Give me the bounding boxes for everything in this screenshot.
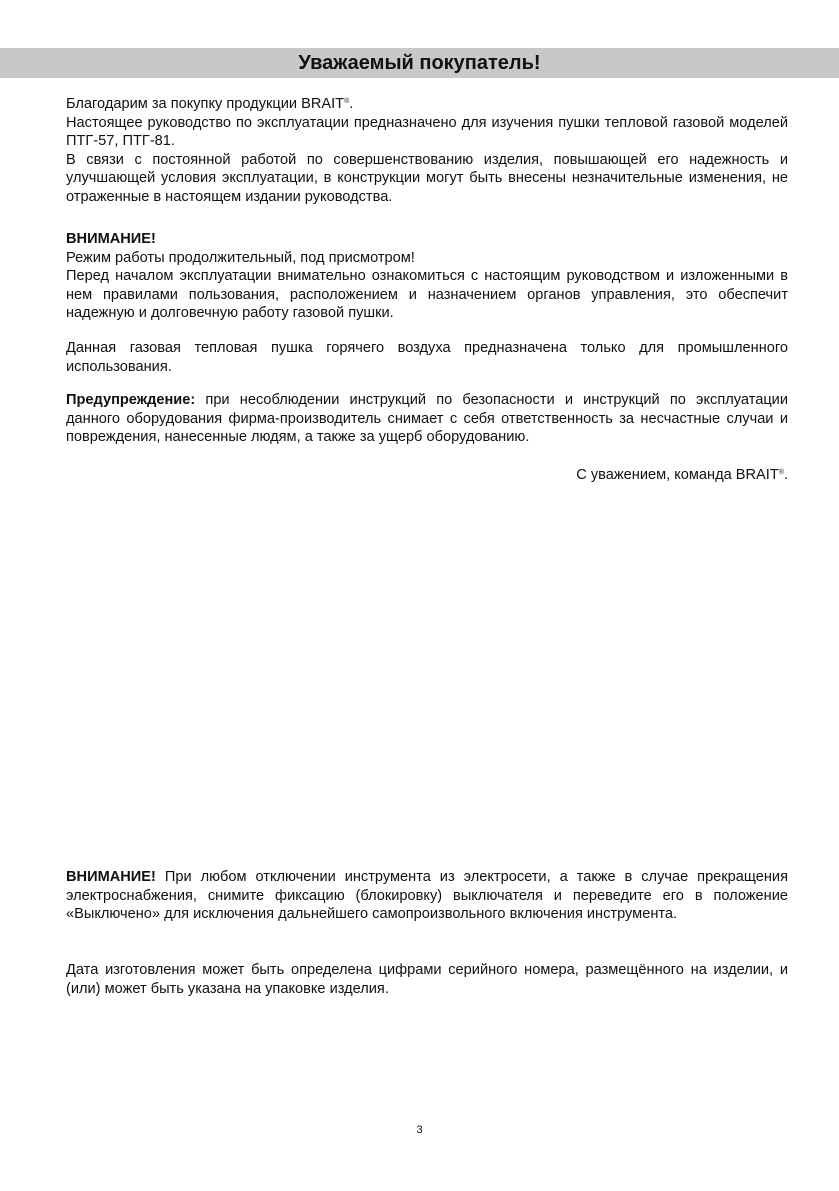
purpose-paragraph: Данная газовая тепловая пушка горячего воздуха предназначена только для промышленного использования. xyxy=(66,340,788,375)
signature-section xyxy=(66,466,788,485)
familiarize-paragraph: Перед началом эксплуатации внимательно ознакомиться с настоящим руководством и изложенными в нем правилами пользования, расположением и назначением органов управления, это обеспечит надежную и долговечную работу газовой пушки. xyxy=(66,268,788,322)
warning-label: Предупреждение: xyxy=(66,392,196,408)
warning-paragraph xyxy=(66,391,788,447)
manual-purpose-paragraph: Настоящее руководство по эксплуатации предназначено для изучения пушки тепловой газовой моделей ПТГ-57, ПТГ-81. xyxy=(66,114,788,150)
power-notice-label: ВНИМАНИЕ! xyxy=(66,869,156,885)
operating-mode-text: Режим работы продолжительный, под присмотром! xyxy=(66,249,415,266)
attention-section xyxy=(66,230,788,323)
purpose-section xyxy=(66,339,788,376)
intro-section xyxy=(66,95,788,207)
page-number: 3 xyxy=(416,1124,423,1136)
signature-end: . xyxy=(783,467,788,483)
signature-line xyxy=(66,466,788,485)
signature-registered-mark: ® xyxy=(778,469,784,476)
thanks-text: Благодарим за покупку продукции BRAIT xyxy=(66,96,345,112)
signature-text: С уважением, команда BRAIT xyxy=(576,467,779,483)
attention-heading: ВНИМАНИЕ! xyxy=(66,231,156,247)
page-title: Уважаемый покупатель! xyxy=(298,52,541,74)
registered-mark: ® xyxy=(344,98,350,105)
warning-text: при несоблюдении инструкций по безопасности и инструкций по эксплуатации данного оборудования фирма-производитель снимает с себя ответственность за несчастные случаи и повреждения, нанесенные людям, а также за ущерб оборудованию. xyxy=(66,392,788,446)
power-notice-section xyxy=(66,868,788,924)
thanks-end: . xyxy=(349,96,354,112)
warning-section xyxy=(66,391,788,447)
changes-notice-paragraph: В связи с постоянной работой по совершенствованию изделия, повышающей его надежность и улучшающей условия эксплуатации, в конструкции могут быть внесены незначительные изменения, не отраженные в настоящем издании руководства. xyxy=(66,151,788,205)
power-notice-text: При любом отключении инструмента из электросети, а также в случае прекращения электроснабжения, снимите фиксацию (блокировку) выключателя и переведите его в положение «Выключено» для исключения дальнейшего самопроизвольного включения инструмента. xyxy=(66,869,788,923)
power-notice-paragraph xyxy=(66,868,788,924)
manufacture-date-paragraph: Дата изготовления может быть определена цифрами серийного номера, размещённого на изделии, и (или) может быть указана на упаковке изделия. xyxy=(66,962,788,997)
manufacture-date-section xyxy=(66,961,788,998)
thanks-paragraph xyxy=(66,95,788,114)
